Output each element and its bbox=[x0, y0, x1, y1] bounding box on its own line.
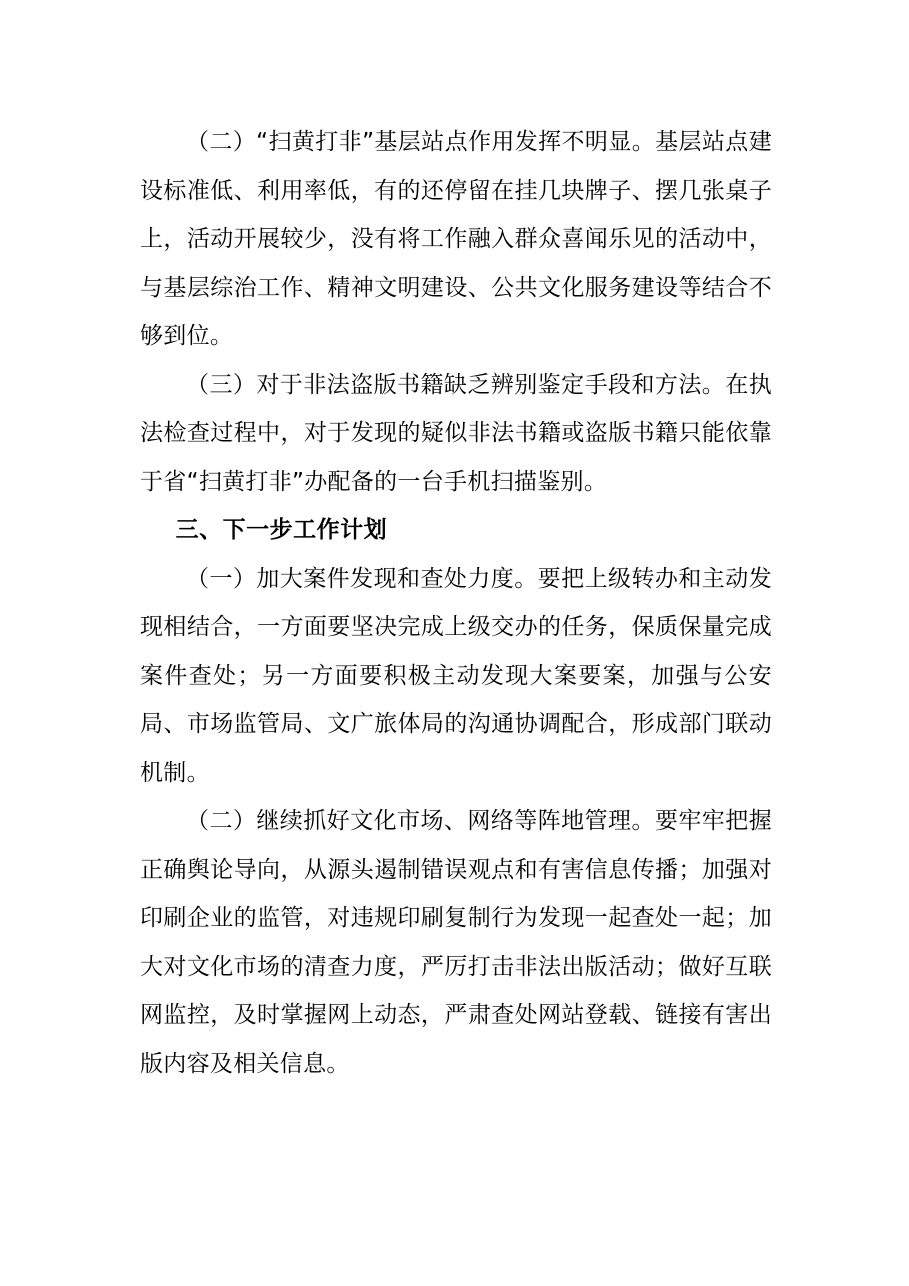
paragraph-case-handling: （一）加大案件发现和查处力度。要把上级转办和主动发现相结合，一方面要坚决完成上级交办的任务，保质保量完成案件查处；另一方面要积极主动发现大案要案，加强与公安局、市场监管局、文广旅体局的沟通协调配合，形成部门联动机制。 bbox=[140, 565, 772, 786]
paragraph-piracy-identification: （三）对于非法盗版书籍缺乏辨别鉴定手段和方法。在执法检查过程中，对于发现的疑似非法书籍或盗版书籍只能依靠于省“扫黄打非”办配备的一台手机扫描鉴别。 bbox=[140, 371, 772, 495]
paragraph-market-management: （二）继续抓好文化市场、网络等阵地管理。要牢牢把握正确舆论导向，从源头遏制错误观点和有害信息传播；加强对印刷企业的监管，对违规印刷复制行为发现一起查处一起；加大对文化市场的清查力度，严厉打击非法出版活动；做好互联网监控，及时掌握网上动态，严肃查处网站登载、链接有害出版内容及相关信息。 bbox=[140, 808, 772, 1077]
document-body bbox=[140, 118, 772, 1088]
paragraph-base-stations: （二）“扫黄打非”基层站点作用发挥不明显。基层站点建设标准低、利用率低，有的还停留在挂几块牌子、摆几张桌子上，活动开展较少，没有将工作融入群众喜闻乐见的活动中，与基层综治工作、精神文明建设、公共文化服务建设等结合不够到位。 bbox=[140, 129, 772, 349]
section-heading-next-steps: 三、下一步工作计划 bbox=[175, 517, 388, 543]
